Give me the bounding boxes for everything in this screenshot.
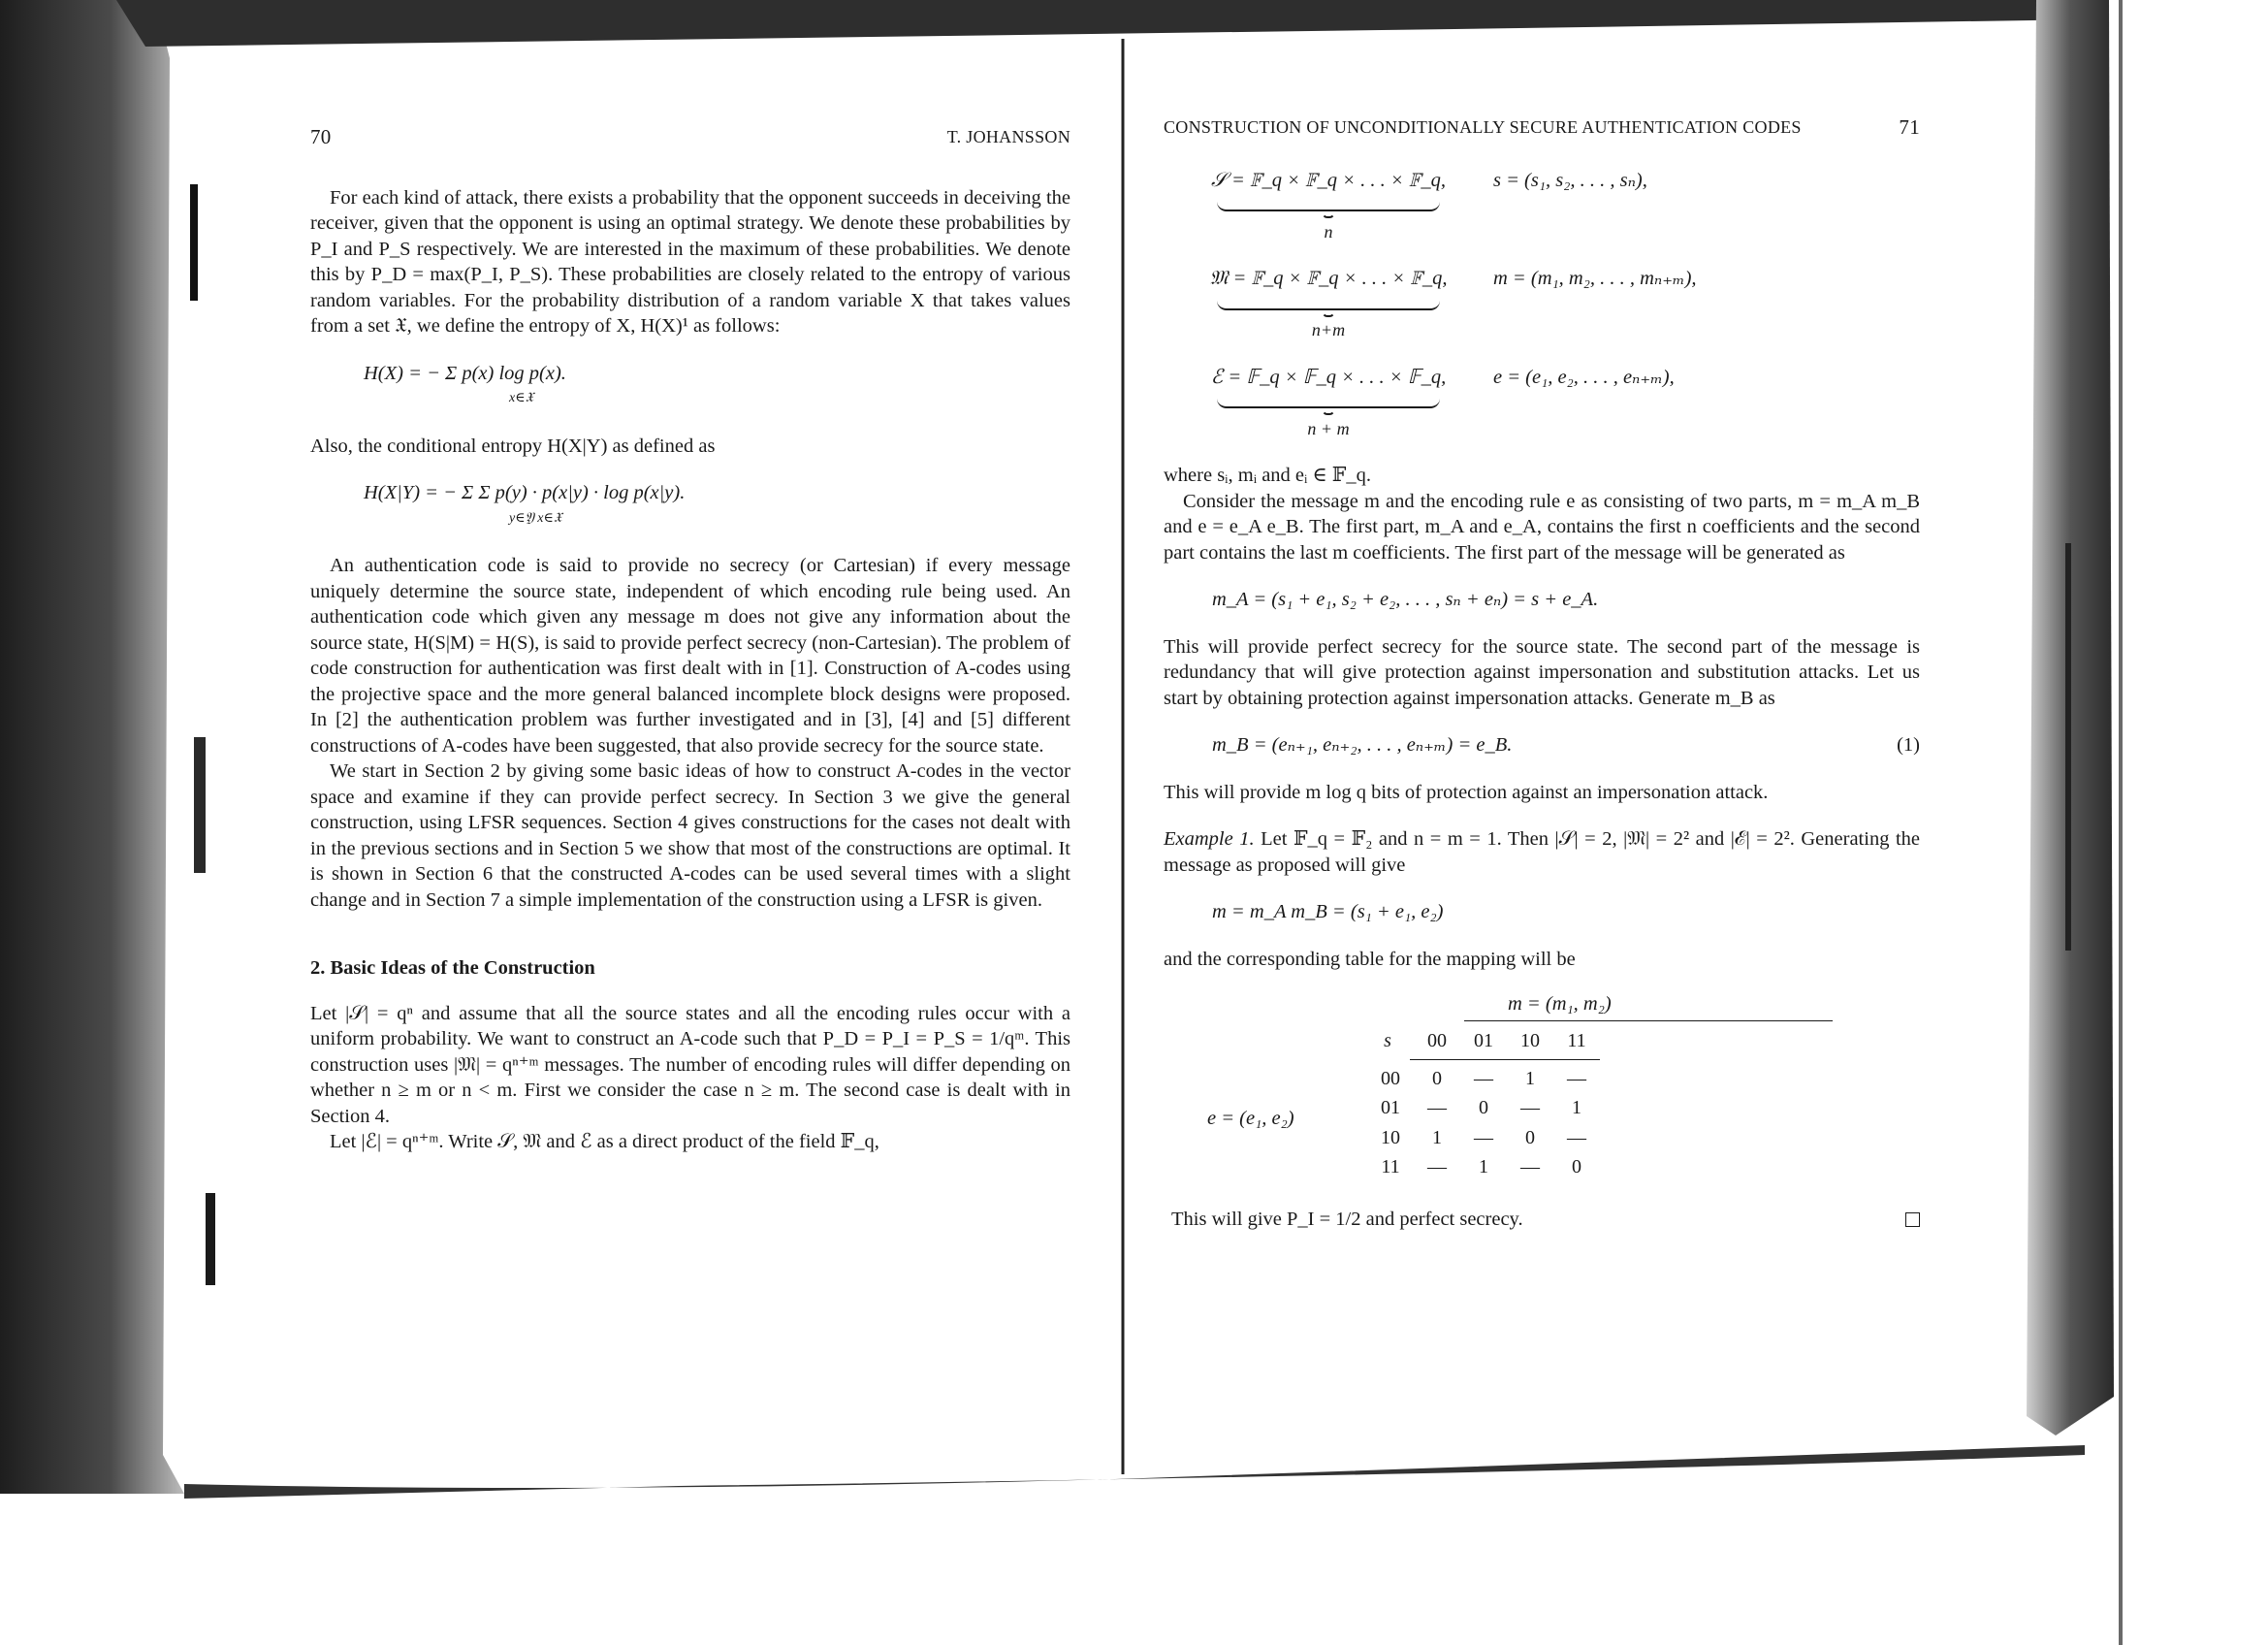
section-heading: 2. Basic Ideas of the Construction <box>310 957 595 979</box>
paragraph: This will provide perfect secrecy for the source state. The second part of the message is redundancy that will give protection against impersonation and substitution attacks. Let us start by obtaining protection against impersonation attacks. Generate m_B as <box>1164 635 1920 709</box>
left-margin-mark <box>206 1193 215 1285</box>
left-running-header <box>310 124 1070 150</box>
table-row: 01 — 0 — 1 <box>1381 1097 1581 1118</box>
paragraph: where sᵢ, mᵢ and eᵢ ∈ 𝔽_q. <box>1164 465 1371 486</box>
table-header-row: s 00 01 10 11 <box>1384 1030 1586 1051</box>
paragraph: This will provide m log q bits of protection against an impersonation attack. <box>1164 781 1769 803</box>
paragraph: We start in Section 2 by giving some basic ideas of how to construct A-codes in the vector space and examine if they can provide perfect secrecy. In Section 3 we give the general construction, using LFSR sequences. Section 4 gives constructions for the cases not dealt with in the previous sections and in Section 5 we show that most of the constructions are optimal. It is shown in Section 6 that the constructed A-codes can be used several times with a slight change and in Section 7 a simple implementation of the construction using a LFSR is given. <box>310 760 1070 911</box>
equation-mB: m_B = (eₙ₊₁, eₙ₊₂, . . . , eₙ₊ₘ) = e_B. (1) <box>1164 732 1920 758</box>
mapping-table <box>1367 1026 1600 1182</box>
paragraph: For each kind of attack, there exists a probability that the opponent succeeds in deceiving the receiver, given that the opponent is using an optimal strategy. We denote these probabilities by P_I and P_S respectively. We are interested in the maximum of these probabilities. We denote this by P_D = max(P_I, P_S). These probabilities are closely related to the entropy of various random variables. For the probability distribution of a random variable X that takes values from a set 𝔛, we define the entropy of X, H(X)¹ as follows: <box>310 186 1070 337</box>
paragraph: and the corresponding table for the mapping will be <box>1164 948 1576 970</box>
left-page <box>310 124 1070 1155</box>
page-number: 71 <box>1899 115 1920 139</box>
example-paragraph: Example 1. Let 𝔽_q = 𝔽₂ and n = m = 1. Then |𝒮| = 2, |𝔐| = 2² and |ℰ| = 2². Generating the message as proposed will give <box>1164 828 1921 876</box>
paragraph: Consider the message m and the encoding rule e as consisting of two parts, m = m_A m_B and e = e_A e_B. The first part, m_A and e_A, contains the first n coefficients and the second part contains the last m coefficients. The first part of the message will be generated as <box>1164 490 1920 564</box>
conclusion-line: This will give P_I = 1/2 and perfect secrecy. <box>1164 1207 1920 1233</box>
column-label-m: m = (m₁, m₂) <box>1508 993 1612 1015</box>
bottom-edge-shadow <box>184 1445 2085 1499</box>
set-definition-s: 𝒮 = 𝔽_q × 𝔽_q × . . . × 𝔽_q, n s = (s₁, s₂, . . . , sₙ), <box>1211 169 1647 242</box>
qed-square-icon <box>1905 1212 1920 1227</box>
left-binding-shadow <box>0 0 184 1494</box>
title-header: CONSTRUCTION OF UNCONDITIONALLY SECURE AUTHENTICATION CODES <box>1164 117 1802 137</box>
paragraph: Also, the conditional entropy H(X|Y) as defined as <box>310 435 716 457</box>
set-definition-m: 𝔐 = 𝔽_q × 𝔽_q × . . . × 𝔽_q, n+m m = (m₁, m₂, . . . , mₙ₊ₘ), <box>1209 268 1697 339</box>
left-margin-mark <box>194 737 206 873</box>
table-row: 10 1 — 0 — <box>1381 1126 1586 1148</box>
page-number: 70 <box>310 125 332 148</box>
paragraph: Let |𝒮| = qⁿ and assume that all the source states and all the encoding rules occur with a uniform probability. We want to construct an A-code such that P_D = P_I = P_S = 1/qᵐ. This construction uses |𝔐| = qⁿ⁺ᵐ messages. The number of encoding rules will differ depending on whether n ≥ m or n < m. First we consider the case n ≥ m. The second case is dealt with in Section 4. <box>310 1002 1070 1127</box>
equation-mA: m_A = (s₁ + e₁, s₂ + e₂, . . . , sₙ + eₙ) = s + e_A. <box>1212 589 1599 610</box>
right-margin-strip <box>2119 0 2123 1645</box>
conditional-entropy-equation: H(X|Y) = − Σ Σ p(y) · p(x|y) · log p(x|y). y∈𝔜 x∈𝔛 <box>364 482 686 526</box>
equation-m: m = m_A m_B = (s₁ + e₁, e₂) <box>1212 901 1444 922</box>
right-margin-mark <box>2065 543 2071 951</box>
paragraph: Let |ℰ| = qⁿ⁺ᵐ. Write 𝒮, 𝔐 and ℰ as a direct product of the field 𝔽_q, <box>330 1131 879 1152</box>
table-row: 00 0 — 1 — <box>1381 1067 1586 1089</box>
entropy-equation: H(X) = − Σ p(x) log p(x). x∈𝔛 <box>364 362 566 405</box>
set-definition-e: ℰ = 𝔽_q × 𝔽_q × . . . × 𝔽_q, n + m e = (e₁, e₂, . . . , eₙ₊ₘ), <box>1210 366 1675 438</box>
left-margin-mark <box>190 184 198 301</box>
table-row: 11 — 1 — 0 <box>1381 1156 1581 1177</box>
top-shadow <box>116 0 2104 47</box>
row-label-e: e = (e₁, e₂) <box>1207 1108 1294 1129</box>
author-header: T. JOHANSSON <box>946 127 1070 146</box>
mapping-table-block <box>1164 991 1920 1185</box>
equation-number: (1) <box>1897 734 1920 756</box>
right-page <box>1164 114 1920 1233</box>
right-running-header <box>1164 114 1920 141</box>
paragraph: An authentication code is said to provide no secrecy (or Cartesian) if every message uniquely determine the source state, independent of which encoding rule being used. An authentication code which given any message m does not give any information about the source state, H(S|M) = H(S), is said to provide perfect secrecy (non-Cartesian). The problem of code construction for authentication was first dealt with in [1]. Construction of A-codes using the projective space and the more general balanced incomplete block designs were proposed. In [2] the authentication problem was further investigated and in [3], [4] and [5] different constructions of A-codes have been suggested, that also provide secrecy for the source state. <box>310 555 1070 757</box>
